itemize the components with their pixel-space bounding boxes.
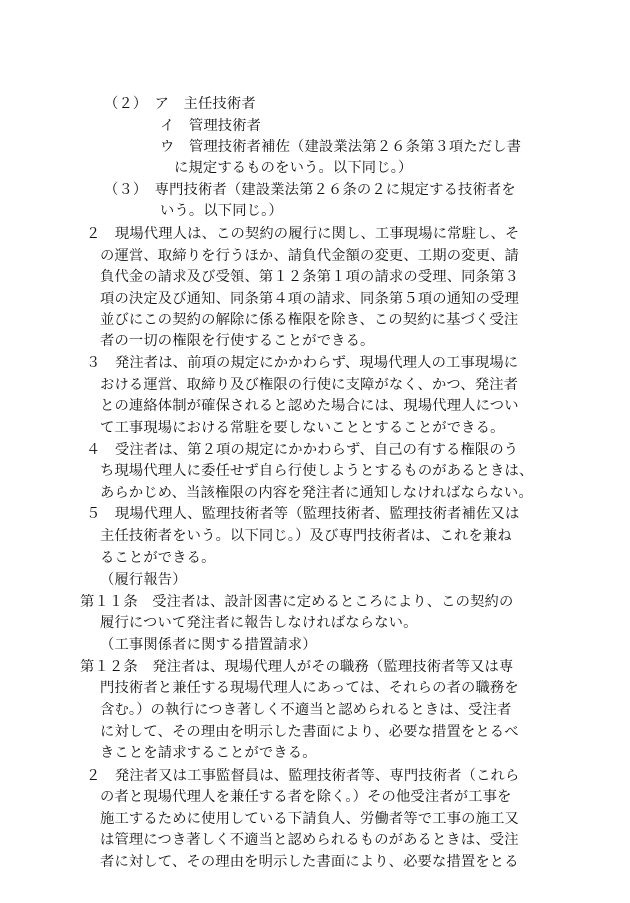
paragraph-4-line: ち現場代理人に委任せず自ら行使しようとするものがあるときは、: [100, 463, 534, 479]
subitem-2-i-supervising-engineer: イ 管理技術者: [160, 118, 262, 134]
paragraph-3-line: おける運営、取締り及び権限の行使に支障がなく、かつ、発注者: [100, 377, 519, 393]
paragraph-2-line: 者の一切の権限を行使することができる。: [100, 333, 375, 349]
section-heading-progress-report: （履行報告）: [100, 572, 187, 588]
article-12-paragraph-2-line: の者と現場代理人を兼任する者を除く。）その他受注者が工事を: [100, 789, 512, 805]
article-12-paragraph-2-line: ２ 発注者又は工事監督員は、監理技術者等、専門技術者（これら: [86, 768, 520, 784]
article-12-line: 含む。）の執行につき著しく不適当と認められるときは、受注者: [100, 702, 512, 718]
paragraph-5-line: ５ 現場代理人、監理技術者等（監理技術者、監理技術者補佐又は: [86, 506, 520, 522]
article-11-line: 第１１条 受注者は、設計図書に定めるところにより、この契約の: [80, 594, 514, 610]
article-12-paragraph-2-line: 施工するために使用している下請負人、労働者等で工事の施工又: [100, 811, 519, 827]
paragraph-2-line: ２ 現場代理人は、この契約の履行に関し、工事現場に常駐し、そ: [86, 226, 520, 242]
paragraph-3-line: ３ 発注者は、前項の規定にかかわらず、現場代理人の工事現場に: [86, 355, 519, 371]
paragraph-2-line: の運営、取締りを行うほか、請負代金額の変更、工期の変更、請: [100, 248, 519, 264]
paragraph-5-line: 主任技術者をいう。以下同じ。）及び専門技術者は、これを兼ね: [100, 528, 512, 544]
paragraph-2-line: 項の決定及び通知、同条第４項の請求、同条第５項の通知の受理: [100, 291, 519, 307]
subitem-2-u-continuation: に規定するものをいう。以下同じ。）: [174, 160, 413, 176]
article-12-line: 門技術者と兼任する現場代理人にあっては、それらの者の職務を: [100, 680, 519, 696]
subitem-3-specialist-engineer: （３） 専門技術者（建設業法第２６条の２に規定する技術者を: [104, 182, 516, 198]
article-12-line: 第１２条 発注者は、現場代理人がその職務（監理技術者等又は専: [80, 659, 514, 675]
paragraph-4-line: ４ 受注者は、第２項の規定にかかわらず、自己の有する権限のう: [86, 442, 519, 458]
article-12-line: に対して、その理由を明示した書面により、必要な措置をとるべ: [100, 724, 519, 740]
paragraph-5-line: ることができる。: [100, 550, 216, 566]
article-12-paragraph-2-line: 者に対して、その理由を明示した書面により、必要な措置をとる: [100, 854, 519, 870]
paragraph-3-line: て工事現場における常駐を要しないこととすることができる。: [100, 420, 505, 436]
article-11-line: 履行について発注者に報告しなければならない。: [100, 615, 418, 631]
subitem-2-u-assistant-engineer: ウ 管理技術者補佐（建設業法第２６条第３項ただし書: [160, 139, 522, 155]
section-heading-measure-request: （工事関係者に関する措置請求）: [100, 637, 317, 653]
paragraph-2-line: 負代金の請求及び受領、第１２条第１項の請求の受理、同条第３: [100, 269, 519, 285]
subitem-2-a-chief-engineer: （２） ア 主任技術者: [104, 96, 256, 112]
paragraph-4-line: あらかじめ、当該権限の内容を発注者に通知しなければならない。: [100, 485, 533, 501]
paragraph-2-line: 並びにこの契約の解除に係る権限を除き、この契約に基づく受注: [100, 312, 519, 328]
article-12-line: きことを請求することができる。: [100, 745, 317, 761]
subitem-3-continuation: いう。以下同じ。）: [160, 203, 283, 219]
article-12-paragraph-2-line: は管理につき著しく不適当と認められるものがあるときは、受注: [100, 832, 519, 848]
paragraph-3-line: との連絡体制が確保されると認めた場合には、現場代理人につい: [100, 398, 519, 414]
